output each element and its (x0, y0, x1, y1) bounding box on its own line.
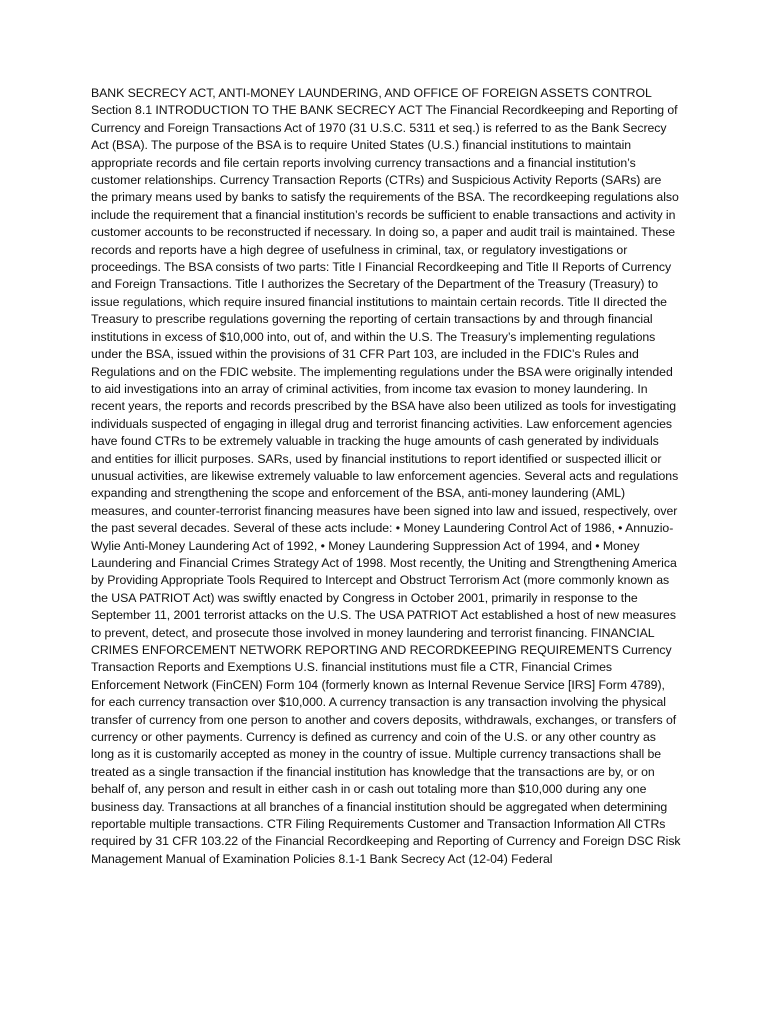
document-body-text: BANK SECRECY ACT, ANTI-MONEY LAUNDERING, AND OFFICE OF FOREIGN ASSETS CONTROL Section 8.1 INTRODUCTION TO THE BANK SECRECY ACT The Financial Recordkeeping and Reporting of Currency and Foreign Transactions Act of 1970 (31 U.S.C. 5311 et seq.) is referred to as the Bank Secrecy Act (BSA). The purpose of the BSA is to require United States (U.S.) financial institutions to maintain appropriate records and file certain reports involving currency transactions and a financial institution’s customer relationships. Currency Transaction Reports (CTRs) and Suspicious Activity Reports (SARs) are the primary means used by banks to satisfy the requirements of the BSA. The recordkeeping regulations also include the requirement that a financial institution’s records be sufficient to enable transactions and activity in customer accounts to be reconstructed if necessary. In doing so, a paper and audit trail is maintained. These records and reports have a high degree of usefulness in criminal, tax, or regulatory investigations or proceedings. The BSA consists of two parts: Title I Financial Recordkeeping and Title II Reports of Currency and Foreign Transactions. Title I authorizes the Secretary of the Department of the Treasury (Treasury) to issue regulations, which require insured financial institutions to maintain certain records. Title II directed the Treasury to prescribe regulations governing the reporting of certain transactions by and through financial institutions in excess of $10,000 into, out of, and within the U.S. The Treasury’s implementing regulations under the BSA, issued within the provisions of 31 CFR Part 103, are included in the FDIC’s Rules and Regulations and on the FDIC website. The implementing regulations under the BSA were originally intended to aid investigations into an array of criminal activities, from income tax evasion to money laundering. In recent years, the reports and records prescribed by the BSA have also been utilized as tools for investigating individuals suspected of engaging in illegal drug and terrorist financing activities. Law enforcement agencies have found CTRs to be extremely valuable in tracking the huge amounts of cash generated by individuals and entities for illicit purposes. SARs, used by financial institutions to report identified or suspected illicit or unusual activities, are likewise extremely valuable to law enforcement agencies. Several acts and regulations expanding and strengthening the scope and enforcement of the BSA, anti-money laundering (AML) measures, and counter-terrorist financing measures have been signed into law and issued, respectively, over the past several decades. Several of these acts include: • Money Laundering Control Act of 1986, • Annuzio-Wylie Anti-Money Laundering Act of 1992, • Money Laundering Suppression Act of 1994, and • Money Laundering and Financial Crimes Strategy Act of 1998. Most recently, the Uniting and Strengthening America by Providing Appropriate Tools Required to Intercept and Obstruct Terrorism Act (more commonly known as the USA PATRIOT Act) was swiftly enacted by Congress in October 2001, primarily in response to the September 11, 2001 terrorist attacks on the U.S. The USA PATRIOT Act established a host of new measures to prevent, detect, and prosecute those involved in money laundering and terrorist financing. FINANCIAL CRIMES ENFORCEMENT NETWORK REPORTING AND RECORDKEEPING REQUIREMENTS Currency Transaction Reports and Exemptions U.S. financial institutions must file a CTR, Financial Crimes Enforcement Network (FinCEN) Form 104 (formerly known as Internal Revenue Service [IRS] Form 4789), for each currency transaction over $10,000. A currency transaction is any transaction involving the physical transfer of currency from one person to another and covers deposits, withdrawals, exchanges, or transfers of currency or other payments. Currency is defined as currency and coin of the U.S. or any other country as long as it is customarily accepted as money in the country of issue. Multiple currency transactions shall be treated as a single transaction if the financial institution has knowledge that the transactions are by, or on behalf of, any person and result in either cash in or cash out totaling more than $10,000 during any one business day. Transactions at all branches of a financial institution should be aggregated when determining reportable multiple transactions. CTR Filing Requirements Customer and Transaction Information All CTRs required by 31 CFR 103.22 of the Financial Recordkeeping and Reporting of Currency and Foreign DSC Risk Management Manual of Examination Policies 8.1-1 Bank Secrecy Act (12-04) Federal (91, 86, 681, 866)
